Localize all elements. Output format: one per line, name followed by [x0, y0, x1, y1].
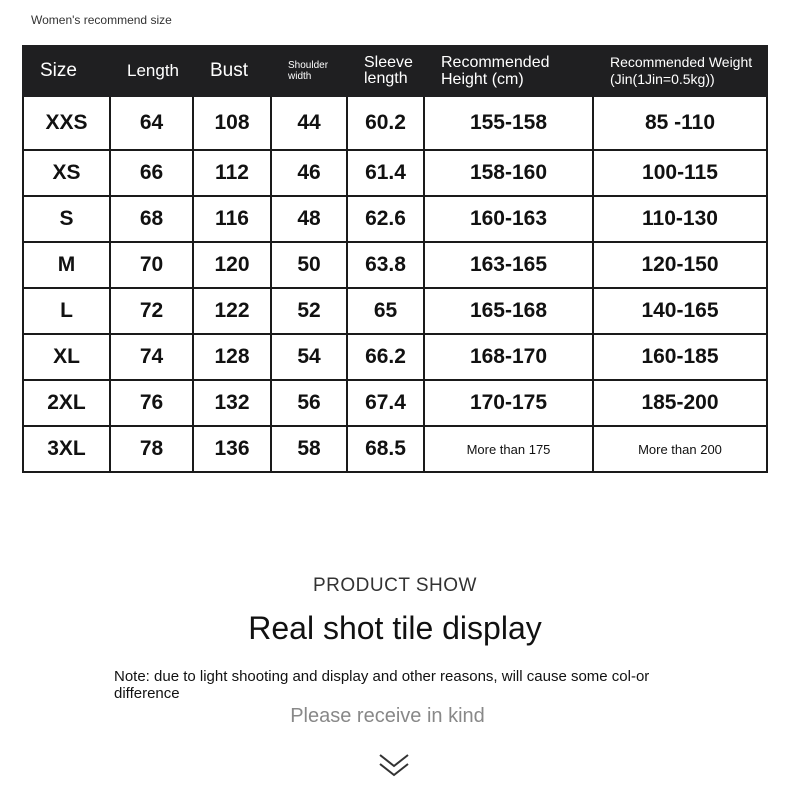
cell-bust: 116: [193, 196, 271, 242]
cell-shoulder: 54: [271, 334, 347, 380]
cell-bust: 132: [193, 380, 271, 426]
cell-bust: 122: [193, 288, 271, 334]
header-shoulder-width: Shoulder width: [271, 46, 347, 96]
cell-height: 155-158: [424, 96, 593, 150]
header-sleeve-line1: Sleeve: [364, 54, 413, 71]
header-sleeve-line2: length: [364, 70, 408, 87]
header-sleeve-length: [347, 46, 424, 96]
table-row: [23, 96, 767, 150]
table-row: [23, 242, 767, 288]
table-caption: Women's recommend size: [31, 13, 172, 27]
cell-shoulder: 56: [271, 380, 347, 426]
header-bust: Bust: [193, 46, 271, 96]
cell-weight: 140-165: [593, 288, 767, 334]
cell-length: 72: [110, 288, 193, 334]
cell-weight: 85 -110: [593, 96, 767, 150]
cell-bust: 112: [193, 150, 271, 196]
table-row: [23, 150, 767, 196]
cell-height: 165-168: [424, 288, 593, 334]
cell-shoulder: 58: [271, 426, 347, 472]
cell-sleeve: 67.4: [347, 380, 424, 426]
cell-length: 76: [110, 380, 193, 426]
table-row: [23, 426, 767, 472]
cell-weight: 120-150: [593, 242, 767, 288]
cell-weight: 160-185: [593, 334, 767, 380]
cell-shoulder: 48: [271, 196, 347, 242]
header-height-line1: Recommended: [441, 54, 550, 71]
header-height-line2: Height (cm): [441, 71, 524, 88]
cell-height: 168-170: [424, 334, 593, 380]
cell-shoulder: 44: [271, 96, 347, 150]
cell-height: More than 175: [424, 426, 593, 472]
product-show-title: Real shot tile display: [248, 610, 542, 646]
cell-bust: 120: [193, 242, 271, 288]
size-chart-table: [22, 45, 768, 473]
cell-height: 158-160: [424, 150, 593, 196]
product-show-label: PRODUCT SHOW: [313, 575, 477, 596]
cell-length: 66: [110, 150, 193, 196]
cell-height: 160-163: [424, 196, 593, 242]
table-header-row: [23, 46, 767, 96]
receive-in-kind-text: Please receive in kind: [290, 705, 485, 727]
cell-size: S: [23, 196, 110, 242]
header-recommended-height: [424, 46, 593, 96]
cell-weight: More than 200: [593, 426, 767, 472]
cell-length: 78: [110, 426, 193, 472]
cell-length: 74: [110, 334, 193, 380]
table-row: [23, 380, 767, 426]
header-size: Size: [23, 46, 110, 96]
header-weight-line2: (Jin(1Jin=0.5kg)): [610, 71, 715, 87]
cell-sleeve: 61.4: [347, 150, 424, 196]
cell-size: M: [23, 242, 110, 288]
cell-size: 2XL: [23, 380, 110, 426]
cell-size: L: [23, 288, 110, 334]
cell-size: XS: [23, 150, 110, 196]
table-row: [23, 334, 767, 380]
double-chevron-down-icon: [378, 752, 410, 780]
cell-sleeve: 63.8: [347, 242, 424, 288]
header-weight-line1: Recommended Weight: [610, 54, 753, 70]
cell-length: 64: [110, 96, 193, 150]
cell-height: 163-165: [424, 242, 593, 288]
cell-height: 170-175: [424, 380, 593, 426]
cell-weight: 100-115: [593, 150, 767, 196]
cell-length: 70: [110, 242, 193, 288]
cell-sleeve: 66.2: [347, 334, 424, 380]
cell-weight: 110-130: [593, 196, 767, 242]
table-row: [23, 196, 767, 242]
cell-size: XL: [23, 334, 110, 380]
cell-shoulder: 52: [271, 288, 347, 334]
cell-bust: 108: [193, 96, 271, 150]
header-length: Length: [110, 46, 193, 96]
color-difference-note: Note: due to light shooting and display and other reasons, will cause some col-or difference: [114, 668, 650, 702]
cell-size: XXS: [23, 96, 110, 150]
cell-sleeve: 60.2: [347, 96, 424, 150]
cell-sleeve: 68.5: [347, 426, 424, 472]
cell-sleeve: 65: [347, 288, 424, 334]
cell-shoulder: 46: [271, 150, 347, 196]
cell-length: 68: [110, 196, 193, 242]
table-row: [23, 288, 767, 334]
cell-bust: 136: [193, 426, 271, 472]
cell-weight: 185-200: [593, 380, 767, 426]
header-recommended-weight: [593, 46, 767, 96]
cell-shoulder: 50: [271, 242, 347, 288]
cell-size: 3XL: [23, 426, 110, 472]
cell-sleeve: 62.6: [347, 196, 424, 242]
cell-bust: 128: [193, 334, 271, 380]
